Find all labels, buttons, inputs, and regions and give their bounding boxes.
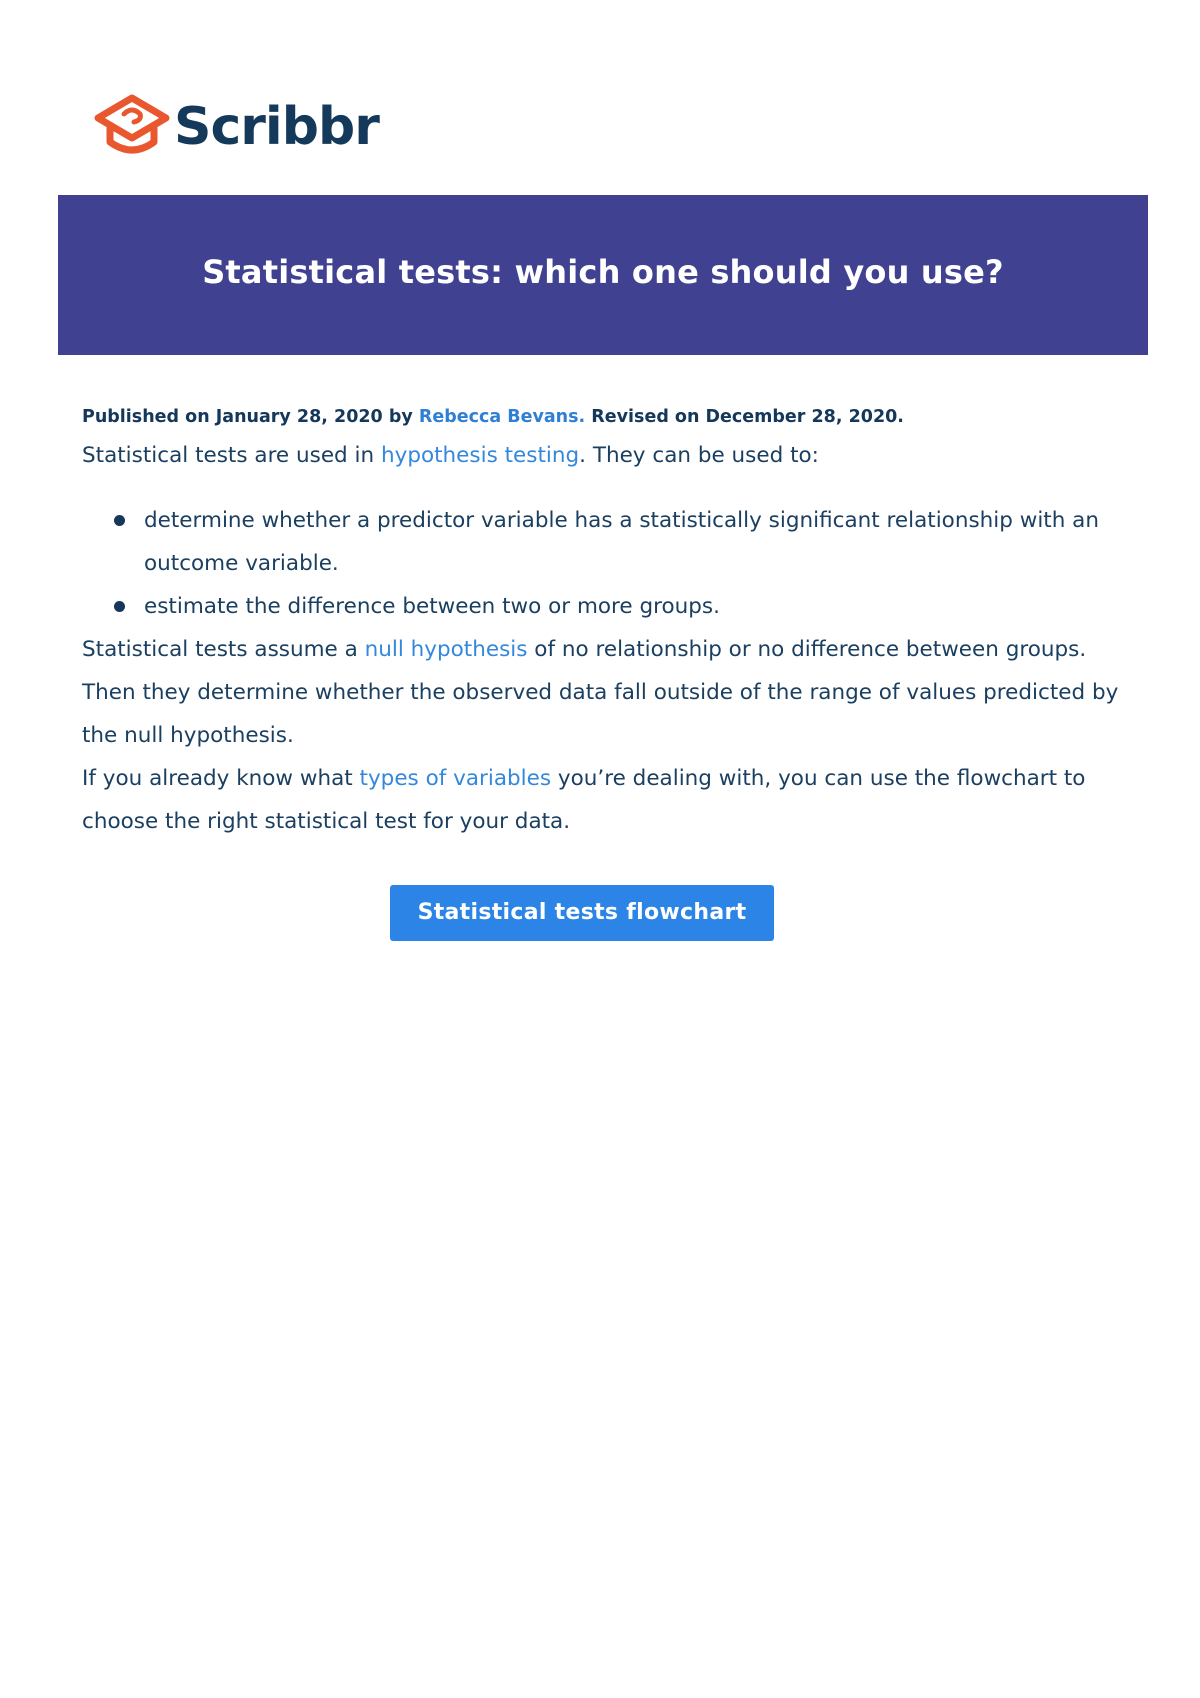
paragraph-text-end: of no relationship or no difference between groups. Then they determine whether the observed data fall outside of the range of values predicted by the null hypothesis. xyxy=(82,637,1119,748)
published-date: Published on January 28, 2020 by xyxy=(82,407,419,427)
scribbr-logo[interactable] xyxy=(94,92,379,162)
list-item xyxy=(82,499,1122,585)
list-item-text: determine whether a predictor variable has a statistically significant relationship with an outcome variable. xyxy=(144,508,1099,576)
variables-paragraph xyxy=(82,757,1122,843)
list-item xyxy=(82,585,1122,628)
null-hypothesis-paragraph xyxy=(82,628,1122,757)
list-item-text: estimate the difference between two or more groups. xyxy=(144,594,720,619)
hypothesis-testing-link[interactable]: hypothesis testing xyxy=(380,443,580,468)
revised-date: Revised on December 28, 2020. xyxy=(585,407,904,427)
paragraph-text-end: you’re dealing with, you can use the flowchart to choose the right statistical test for your data. xyxy=(82,766,1086,834)
paragraph-text: Statistical tests assume a xyxy=(82,637,365,662)
author-link[interactable]: Rebecca Bevans. xyxy=(418,407,586,427)
null-hypothesis-link[interactable]: null hypothesis xyxy=(364,637,528,662)
bullet-icon xyxy=(114,515,125,526)
title-banner xyxy=(58,195,1148,355)
cta-container xyxy=(82,885,1122,941)
page-title: Statistical tests: which one should you use? xyxy=(202,253,1004,291)
article-content xyxy=(82,400,1122,941)
paragraph-text: If you already know what xyxy=(82,766,360,791)
intro-text-end: . They can be used to: xyxy=(579,443,819,468)
statistical-tests-flowchart-button[interactable]: Statistical tests flowchart xyxy=(390,885,775,941)
graduation-cap-logo-icon xyxy=(94,92,170,162)
publication-meta xyxy=(82,400,1122,434)
types-of-variables-link[interactable]: types of variables xyxy=(359,766,552,791)
uses-list xyxy=(82,499,1122,628)
brand-name: Scribbr xyxy=(174,97,379,157)
bullet-icon xyxy=(114,601,125,612)
intro-text: Statistical tests are used in xyxy=(82,443,381,468)
intro-paragraph xyxy=(82,434,1122,477)
